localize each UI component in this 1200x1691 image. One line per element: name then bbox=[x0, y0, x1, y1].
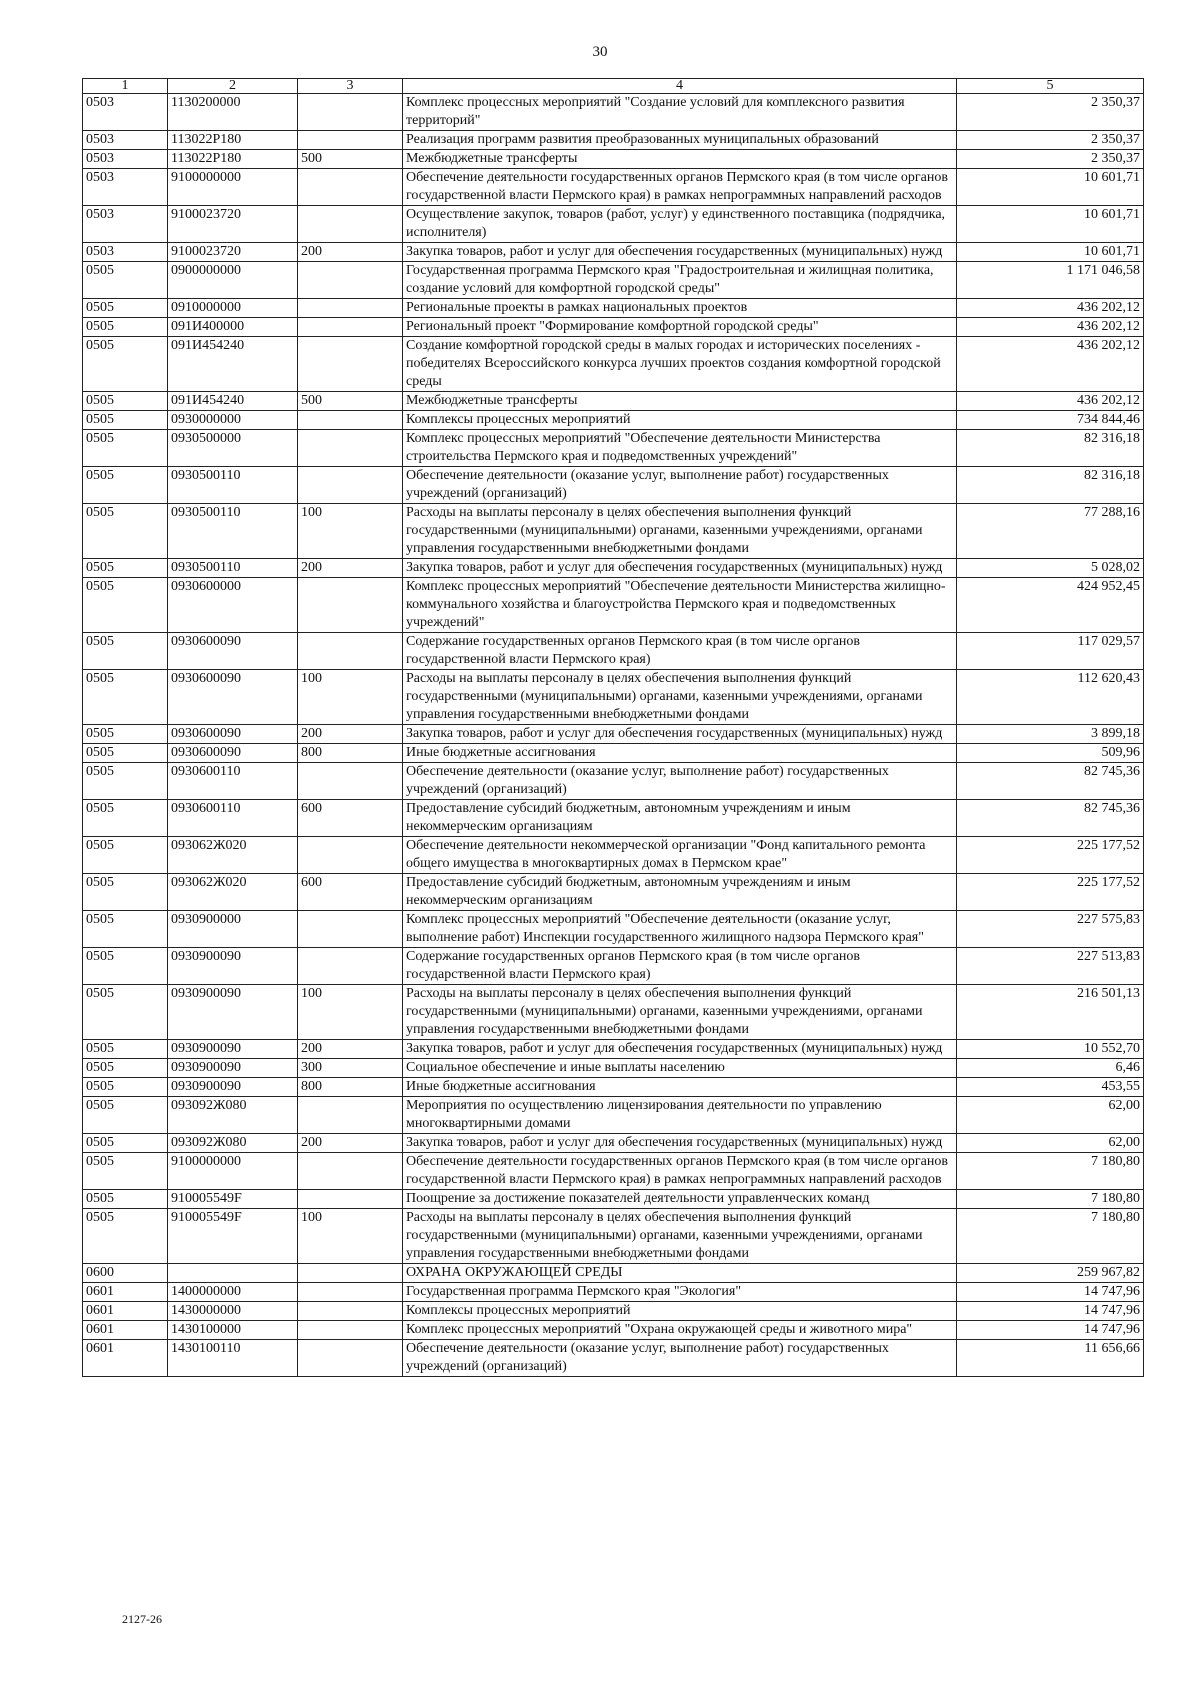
expense-type-cell: 500 bbox=[298, 150, 403, 169]
expense-type-cell bbox=[298, 299, 403, 318]
amount-cell: 62,00 bbox=[957, 1134, 1144, 1153]
description-cell: Обеспечение деятельности некоммерческой организации "Фонд капитального ремонта общего имущества в многоквартирных домах в Пермском крае" bbox=[403, 837, 957, 874]
description-cell: Региональный проект "Формирование комфортной городской среды" bbox=[403, 318, 957, 337]
table-row bbox=[83, 262, 1144, 299]
expense-type-cell bbox=[298, 1190, 403, 1209]
amount-cell: 1 171 046,58 bbox=[957, 262, 1144, 299]
amount-cell: 10 601,71 bbox=[957, 206, 1144, 243]
target-article-cell: 0930000000 bbox=[168, 411, 298, 430]
expense-type-cell bbox=[298, 1340, 403, 1377]
section-code-cell: 0505 bbox=[83, 1153, 168, 1190]
amount-cell: 225 177,52 bbox=[957, 837, 1144, 874]
section-code-cell: 0505 bbox=[83, 1040, 168, 1059]
expense-type-cell: 800 bbox=[298, 744, 403, 763]
expense-type-cell bbox=[298, 911, 403, 948]
target-article-cell: 0930600090 bbox=[168, 725, 298, 744]
description-cell: Закупка товаров, работ и услуг для обеспечения государственных (муниципальных) нужд bbox=[403, 243, 957, 262]
amount-cell: 509,96 bbox=[957, 744, 1144, 763]
table-row bbox=[83, 411, 1144, 430]
amount-cell: 14 747,96 bbox=[957, 1283, 1144, 1302]
table-row bbox=[83, 948, 1144, 985]
expense-type-cell bbox=[298, 131, 403, 150]
target-article-cell: 091И400000 bbox=[168, 318, 298, 337]
amount-cell: 7 180,80 bbox=[957, 1209, 1144, 1264]
table-row bbox=[83, 1321, 1144, 1340]
target-article-cell: 0930600000 bbox=[168, 578, 298, 633]
amount-cell: 2 350,37 bbox=[957, 94, 1144, 131]
target-article-cell: 0930900090 bbox=[168, 948, 298, 985]
section-code-cell: 0601 bbox=[83, 1321, 168, 1340]
table-row bbox=[83, 392, 1144, 411]
amount-cell: 112 620,43 bbox=[957, 670, 1144, 725]
description-cell: Комплексы процессных мероприятий bbox=[403, 1302, 957, 1321]
amount-cell: 82 745,36 bbox=[957, 800, 1144, 837]
description-cell: Комплексы процессных мероприятий bbox=[403, 411, 957, 430]
description-cell: Расходы на выплаты персоналу в целях обеспечения выполнения функций государственными (муниципальными) органами, казенными учреждениями, органами управления государственными внебюджетными фондами bbox=[403, 985, 957, 1040]
section-code-cell: 0505 bbox=[83, 467, 168, 504]
section-code-cell: 0505 bbox=[83, 744, 168, 763]
amount-cell: 10 601,71 bbox=[957, 169, 1144, 206]
description-cell: Обеспечение деятельности (оказание услуг, выполнение работ) государственных учреждений (организаций) bbox=[403, 763, 957, 800]
column-header-5: 5 bbox=[957, 79, 1144, 94]
table-row bbox=[83, 1153, 1144, 1190]
table-row bbox=[83, 1302, 1144, 1321]
expense-type-cell bbox=[298, 763, 403, 800]
expense-type-cell: 800 bbox=[298, 1078, 403, 1097]
amount-cell: 82 745,36 bbox=[957, 763, 1144, 800]
amount-cell: 10 552,70 bbox=[957, 1040, 1144, 1059]
description-cell: Межбюджетные трансферты bbox=[403, 392, 957, 411]
section-code-cell: 0505 bbox=[83, 1078, 168, 1097]
expense-type-cell bbox=[298, 578, 403, 633]
target-article-cell: 0900000000 bbox=[168, 262, 298, 299]
section-code-cell: 0505 bbox=[83, 262, 168, 299]
table-row bbox=[83, 169, 1144, 206]
target-article-cell: 0930900090 bbox=[168, 1040, 298, 1059]
target-article-cell: 1400000000 bbox=[168, 1283, 298, 1302]
section-code-cell: 0505 bbox=[83, 392, 168, 411]
target-article-cell: 091И454240 bbox=[168, 337, 298, 392]
table-row bbox=[83, 94, 1144, 131]
expense-type-cell: 600 bbox=[298, 800, 403, 837]
table-row bbox=[83, 1134, 1144, 1153]
description-cell: Расходы на выплаты персоналу в целях обеспечения выполнения функций государственными (муниципальными) органами, казенными учреждениями, органами управления государственными внебюджетными фондами bbox=[403, 504, 957, 559]
expense-type-cell bbox=[298, 262, 403, 299]
section-code-cell: 0505 bbox=[83, 837, 168, 874]
target-article-cell: 910005549F bbox=[168, 1209, 298, 1264]
description-cell: Предоставление субсидий бюджетным, автономным учреждениям и иным некоммерческим организациям bbox=[403, 800, 957, 837]
amount-cell: 7 180,80 bbox=[957, 1153, 1144, 1190]
footer-document-code: 2127-26 bbox=[122, 1612, 162, 1626]
amount-cell: 62,00 bbox=[957, 1097, 1144, 1134]
page-number: 30 bbox=[592, 44, 608, 60]
description-cell: Создание комфортной городской среды в малых городах и исторических поселениях - победителях Всероссийского конкурса лучших проектов создания комфортной городской среды bbox=[403, 337, 957, 392]
amount-cell: 117 029,57 bbox=[957, 633, 1144, 670]
table-header-row bbox=[83, 79, 1144, 94]
table-row bbox=[83, 670, 1144, 725]
budget-table bbox=[82, 78, 1144, 1377]
expense-type-cell bbox=[298, 1283, 403, 1302]
expense-type-cell bbox=[298, 633, 403, 670]
target-article-cell: 0930500110 bbox=[168, 559, 298, 578]
target-article-cell: 0930600110 bbox=[168, 800, 298, 837]
target-article-cell: 093092Ж080 bbox=[168, 1134, 298, 1153]
description-cell: Закупка товаров, работ и услуг для обеспечения государственных (муниципальных) нужд bbox=[403, 1134, 957, 1153]
description-cell: Комплекс процессных мероприятий "Обеспечение деятельности Министерства жилищно-коммунального хозяйства и благоустройства Пермского края и подведомственных учреждений" bbox=[403, 578, 957, 633]
table-row bbox=[83, 1283, 1144, 1302]
section-code-cell: 0505 bbox=[83, 1059, 168, 1078]
amount-cell: 10 601,71 bbox=[957, 243, 1144, 262]
target-article-cell: 113022Р180 bbox=[168, 150, 298, 169]
table-row bbox=[83, 243, 1144, 262]
target-article-cell: 093092Ж080 bbox=[168, 1097, 298, 1134]
section-code-cell: 0503 bbox=[83, 206, 168, 243]
description-cell: Иные бюджетные ассигнования bbox=[403, 1078, 957, 1097]
expense-type-cell bbox=[298, 430, 403, 467]
target-article-cell: 0930600090 bbox=[168, 670, 298, 725]
section-code-cell: 0505 bbox=[83, 318, 168, 337]
amount-cell: 216 501,13 bbox=[957, 985, 1144, 1040]
description-cell: Расходы на выплаты персоналу в целях обеспечения выполнения функций государственными (муниципальными) органами, казенными учреждениями, органами управления государственными внебюджетными фондами bbox=[403, 670, 957, 725]
description-cell: Закупка товаров, работ и услуг для обеспечения государственных (муниципальных) нужд bbox=[403, 725, 957, 744]
target-article-cell: 910005549F bbox=[168, 1190, 298, 1209]
table-row bbox=[83, 911, 1144, 948]
amount-cell: 82 316,18 bbox=[957, 467, 1144, 504]
target-article-cell: 1430000000 bbox=[168, 1302, 298, 1321]
amount-cell: 82 316,18 bbox=[957, 430, 1144, 467]
table-row bbox=[83, 1097, 1144, 1134]
table-row bbox=[83, 1059, 1144, 1078]
amount-cell: 227 513,83 bbox=[957, 948, 1144, 985]
table-row bbox=[83, 725, 1144, 744]
expense-type-cell: 100 bbox=[298, 985, 403, 1040]
amount-cell: 2 350,37 bbox=[957, 150, 1144, 169]
table-row bbox=[83, 430, 1144, 467]
amount-cell: 259 967,82 bbox=[957, 1264, 1144, 1283]
amount-cell: 436 202,12 bbox=[957, 299, 1144, 318]
target-article-cell: 0930900090 bbox=[168, 1059, 298, 1078]
section-code-cell: 0601 bbox=[83, 1283, 168, 1302]
target-article-cell: 1430100110 bbox=[168, 1340, 298, 1377]
amount-cell: 424 952,45 bbox=[957, 578, 1144, 633]
section-code-cell: 0505 bbox=[83, 763, 168, 800]
expense-type-cell bbox=[298, 1097, 403, 1134]
target-article-cell: 9100000000 bbox=[168, 169, 298, 206]
section-code-cell: 0505 bbox=[83, 411, 168, 430]
expense-type-cell: 500 bbox=[298, 392, 403, 411]
description-cell: Комплекс процессных мероприятий "Охрана окружающей среды и животного мира" bbox=[403, 1321, 957, 1340]
expense-type-cell bbox=[298, 169, 403, 206]
target-article-cell: 9100000000 bbox=[168, 1153, 298, 1190]
description-cell: Социальное обеспечение и иные выплаты населению bbox=[403, 1059, 957, 1078]
target-article-cell: 0930900000 bbox=[168, 911, 298, 948]
amount-cell: 14 747,96 bbox=[957, 1302, 1144, 1321]
table-row bbox=[83, 131, 1144, 150]
table-row bbox=[83, 874, 1144, 911]
expense-type-cell bbox=[298, 411, 403, 430]
target-article-cell: 1130200000 bbox=[168, 94, 298, 131]
column-header-4: 4 bbox=[403, 79, 957, 94]
amount-cell: 77 288,16 bbox=[957, 504, 1144, 559]
column-header-3: 3 bbox=[298, 79, 403, 94]
expense-type-cell bbox=[298, 1153, 403, 1190]
target-article-cell: 0930900090 bbox=[168, 985, 298, 1040]
expense-type-cell bbox=[298, 1264, 403, 1283]
table-row bbox=[83, 633, 1144, 670]
section-code-cell: 0503 bbox=[83, 150, 168, 169]
table-row bbox=[83, 337, 1144, 392]
section-code-cell: 0505 bbox=[83, 299, 168, 318]
section-code-cell: 0505 bbox=[83, 430, 168, 467]
section-code-cell: 0505 bbox=[83, 559, 168, 578]
amount-cell: 11 656,66 bbox=[957, 1340, 1144, 1377]
expense-type-cell: 200 bbox=[298, 725, 403, 744]
amount-cell: 14 747,96 bbox=[957, 1321, 1144, 1340]
section-code-cell: 0505 bbox=[83, 504, 168, 559]
target-article-cell: 0930600090 bbox=[168, 633, 298, 670]
description-cell: Реализация программ развития преобразованных муниципальных образований bbox=[403, 131, 957, 150]
table-row bbox=[83, 318, 1144, 337]
target-article-cell: 0930500110 bbox=[168, 467, 298, 504]
table-row bbox=[83, 1190, 1144, 1209]
target-article-cell: 0930500110 bbox=[168, 504, 298, 559]
section-code-cell: 0600 bbox=[83, 1264, 168, 1283]
target-article-cell: 091И454240 bbox=[168, 392, 298, 411]
expense-type-cell bbox=[298, 948, 403, 985]
table-row bbox=[83, 985, 1144, 1040]
section-code-cell: 0505 bbox=[83, 578, 168, 633]
target-article-cell bbox=[168, 1264, 298, 1283]
description-cell: Обеспечение деятельности (оказание услуг, выполнение работ) государственных учреждений (организаций) bbox=[403, 467, 957, 504]
description-cell: Обеспечение деятельности (оказание услуг, выполнение работ) государственных учреждений (организаций) bbox=[403, 1340, 957, 1377]
target-article-cell: 0910000000 bbox=[168, 299, 298, 318]
column-header-1: 1 bbox=[83, 79, 168, 94]
table-row bbox=[83, 504, 1144, 559]
section-code-cell: 0505 bbox=[83, 670, 168, 725]
amount-cell: 2 350,37 bbox=[957, 131, 1144, 150]
table-row bbox=[83, 559, 1144, 578]
table-body bbox=[83, 94, 1144, 1377]
table-row bbox=[83, 800, 1144, 837]
description-cell: Содержание государственных органов Пермского края (в том числе органов государственной власти Пермского края) bbox=[403, 948, 957, 985]
expense-type-cell bbox=[298, 1321, 403, 1340]
description-cell: Государственная программа Пермского края "Экология" bbox=[403, 1283, 957, 1302]
section-code-cell: 0503 bbox=[83, 243, 168, 262]
section-code-cell: 0505 bbox=[83, 1209, 168, 1264]
table-row bbox=[83, 467, 1144, 504]
target-article-cell: 9100023720 bbox=[168, 206, 298, 243]
table-row bbox=[83, 1209, 1144, 1264]
description-cell: Осуществление закупок, товаров (работ, услуг) у единственного поставщика (подрядчика, исполнителя) bbox=[403, 206, 957, 243]
target-article-cell: 0930500000 bbox=[168, 430, 298, 467]
expense-type-cell: 300 bbox=[298, 1059, 403, 1078]
section-code-cell: 0505 bbox=[83, 337, 168, 392]
description-cell: Комплекс процессных мероприятий "Обеспечение деятельности (оказание услуг, выполнение работ) Инспекции государственного жилищного надзора Пермского края" bbox=[403, 911, 957, 948]
description-cell: Закупка товаров, работ и услуг для обеспечения государственных (муниципальных) нужд bbox=[403, 559, 957, 578]
table-row bbox=[83, 1078, 1144, 1097]
description-cell: Содержание государственных органов Пермского края (в том числе органов государственной власти Пермского края) bbox=[403, 633, 957, 670]
description-cell: Иные бюджетные ассигнования bbox=[403, 744, 957, 763]
table-row bbox=[83, 299, 1144, 318]
table-row bbox=[83, 744, 1144, 763]
target-article-cell: 9100023720 bbox=[168, 243, 298, 262]
table-row bbox=[83, 578, 1144, 633]
table-row bbox=[83, 763, 1144, 800]
amount-cell: 436 202,12 bbox=[957, 318, 1144, 337]
section-code-cell: 0503 bbox=[83, 94, 168, 131]
target-article-cell: 0930900090 bbox=[168, 1078, 298, 1097]
description-cell: Расходы на выплаты персоналу в целях обеспечения выполнения функций государственными (муниципальными) органами, казенными учреждениями, органами управления государственными внебюджетными фондами bbox=[403, 1209, 957, 1264]
target-article-cell: 0930600110 bbox=[168, 763, 298, 800]
table-row bbox=[83, 1040, 1144, 1059]
expense-type-cell bbox=[298, 1302, 403, 1321]
section-code-cell: 0601 bbox=[83, 1340, 168, 1377]
column-header-2: 2 bbox=[168, 79, 298, 94]
expense-type-cell: 600 bbox=[298, 874, 403, 911]
target-article-cell: 1430100000 bbox=[168, 1321, 298, 1340]
table-row bbox=[83, 1264, 1144, 1283]
description-cell: Обеспечение деятельности государственных органов Пермского края (в том числе органов государственной власти Пермского края) в рамках непрограммных направлений расходов bbox=[403, 169, 957, 206]
description-cell: Обеспечение деятельности государственных органов Пермского края (в том числе органов государственной власти Пермского края) в рамках непрограммных направлений расходов bbox=[403, 1153, 957, 1190]
section-code-cell: 0505 bbox=[83, 985, 168, 1040]
expense-type-cell: 100 bbox=[298, 670, 403, 725]
amount-cell: 436 202,12 bbox=[957, 392, 1144, 411]
table-row bbox=[83, 206, 1144, 243]
description-cell: Государственная программа Пермского края "Градостроительная и жилищная политика, создание условий для комфортной городской среды" bbox=[403, 262, 957, 299]
expense-type-cell bbox=[298, 837, 403, 874]
target-article-cell: 0930600090 bbox=[168, 744, 298, 763]
expense-type-cell: 200 bbox=[298, 559, 403, 578]
section-code-cell: 0601 bbox=[83, 1302, 168, 1321]
table-row bbox=[83, 1340, 1144, 1377]
amount-cell: 453,55 bbox=[957, 1078, 1144, 1097]
section-code-cell: 0505 bbox=[83, 800, 168, 837]
amount-cell: 225 177,52 bbox=[957, 874, 1144, 911]
section-code-cell: 0503 bbox=[83, 131, 168, 150]
amount-cell: 3 899,18 bbox=[957, 725, 1144, 744]
description-cell: Мероприятия по осуществлению лицензирования деятельности по управлению многоквартирными домами bbox=[403, 1097, 957, 1134]
amount-cell: 7 180,80 bbox=[957, 1190, 1144, 1209]
section-code-cell: 0505 bbox=[83, 911, 168, 948]
section-code-cell: 0505 bbox=[83, 1134, 168, 1153]
expense-type-cell: 200 bbox=[298, 243, 403, 262]
expense-type-cell bbox=[298, 318, 403, 337]
target-article-cell: 093062Ж020 bbox=[168, 874, 298, 911]
amount-cell: 5 028,02 bbox=[957, 559, 1144, 578]
section-code-cell: 0505 bbox=[83, 1190, 168, 1209]
amount-cell: 6,46 bbox=[957, 1059, 1144, 1078]
target-article-cell: 113022Р180 bbox=[168, 131, 298, 150]
expense-type-cell bbox=[298, 206, 403, 243]
section-code-cell: 0505 bbox=[83, 1097, 168, 1134]
target-article-cell: 093062Ж020 bbox=[168, 837, 298, 874]
expense-type-cell bbox=[298, 337, 403, 392]
description-cell: ОХРАНА ОКРУЖАЮЩЕЙ СРЕДЫ bbox=[403, 1264, 957, 1283]
amount-cell: 227 575,83 bbox=[957, 911, 1144, 948]
description-cell: Региональные проекты в рамках национальных проектов bbox=[403, 299, 957, 318]
section-code-cell: 0505 bbox=[83, 725, 168, 744]
description-cell: Закупка товаров, работ и услуг для обеспечения государственных (муниципальных) нужд bbox=[403, 1040, 957, 1059]
expense-type-cell: 100 bbox=[298, 1209, 403, 1264]
section-code-cell: 0503 bbox=[83, 169, 168, 206]
amount-cell: 436 202,12 bbox=[957, 337, 1144, 392]
expense-type-cell bbox=[298, 94, 403, 131]
expense-type-cell bbox=[298, 467, 403, 504]
table-row bbox=[83, 837, 1144, 874]
description-cell: Предоставление субсидий бюджетным, автономным учреждениям и иным некоммерческим организациям bbox=[403, 874, 957, 911]
description-cell: Комплекс процессных мероприятий "Обеспечение деятельности Министерства строительства Пермского края и подведомственных учреждений" bbox=[403, 430, 957, 467]
description-cell: Поощрение за достижение показателей деятельности управленческих команд bbox=[403, 1190, 957, 1209]
description-cell: Межбюджетные трансферты bbox=[403, 150, 957, 169]
expense-type-cell: 200 bbox=[298, 1134, 403, 1153]
section-code-cell: 0505 bbox=[83, 633, 168, 670]
table-row bbox=[83, 150, 1144, 169]
expense-type-cell: 200 bbox=[298, 1040, 403, 1059]
section-code-cell: 0505 bbox=[83, 948, 168, 985]
description-cell: Комплекс процессных мероприятий "Создание условий для комплексного развития территорий" bbox=[403, 94, 957, 131]
amount-cell: 734 844,46 bbox=[957, 411, 1144, 430]
expense-type-cell: 100 bbox=[298, 504, 403, 559]
section-code-cell: 0505 bbox=[83, 874, 168, 911]
